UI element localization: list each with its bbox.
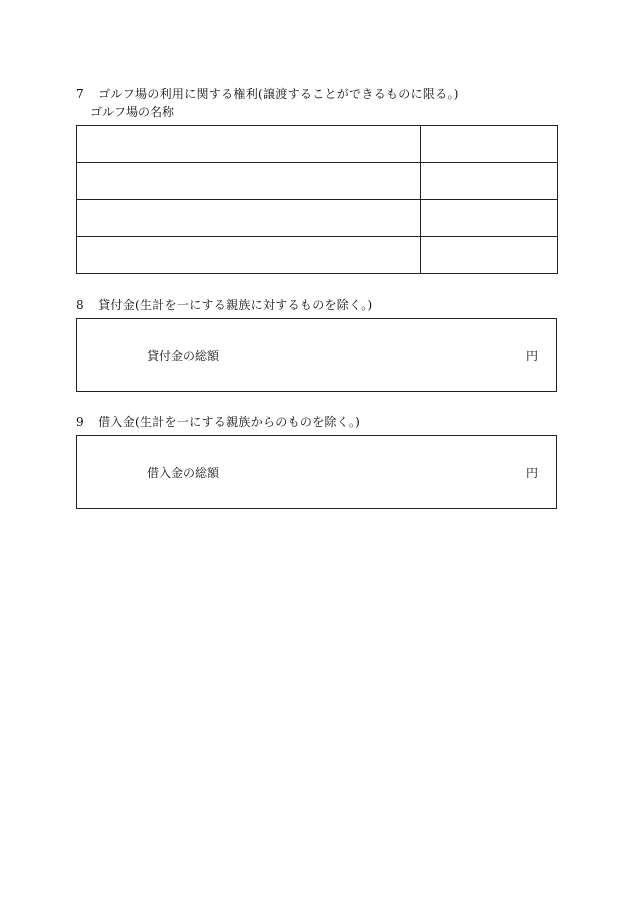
table-row [77,237,558,274]
yen-unit: 円 [525,466,538,480]
section-9-number: 9 [76,415,84,429]
section-7-subtitle: ゴルフ場の名称 [90,105,175,119]
section-8-heading [76,296,372,313]
section-7-number: 7 [76,87,84,101]
golf-course-name-cell [77,237,421,274]
golf-course-value-cell [421,163,558,200]
yen-unit: 円 [525,349,538,363]
golf-course-table [76,125,558,274]
table-row [77,163,558,200]
section-7-title: ゴルフ場の利用に関する権利(譲渡することができるものに限る。) [98,87,459,101]
golf-course-name-cell [77,126,421,163]
section-8-title: 貸付金(生計を一にする親族に対するものを除く。) [98,298,373,312]
section-9-heading [76,413,360,430]
golf-course-value-cell [421,200,558,237]
loans-payable-label: 借入金の総額 [147,466,220,480]
loans-receivable-label: 貸付金の総額 [147,349,220,363]
golf-course-value-cell [421,237,558,274]
golf-course-name-cell [77,163,421,200]
loans-receivable-box [76,318,557,392]
golf-course-value-cell [421,126,558,163]
table-row [77,200,558,237]
golf-course-name-cell [77,200,421,237]
table-row [77,126,558,163]
section-9-title: 借入金(生計を一にする親族からのものを除く。) [98,415,361,429]
section-8-number: 8 [76,298,84,312]
section-7-heading [76,85,459,102]
loans-payable-box [76,435,557,509]
